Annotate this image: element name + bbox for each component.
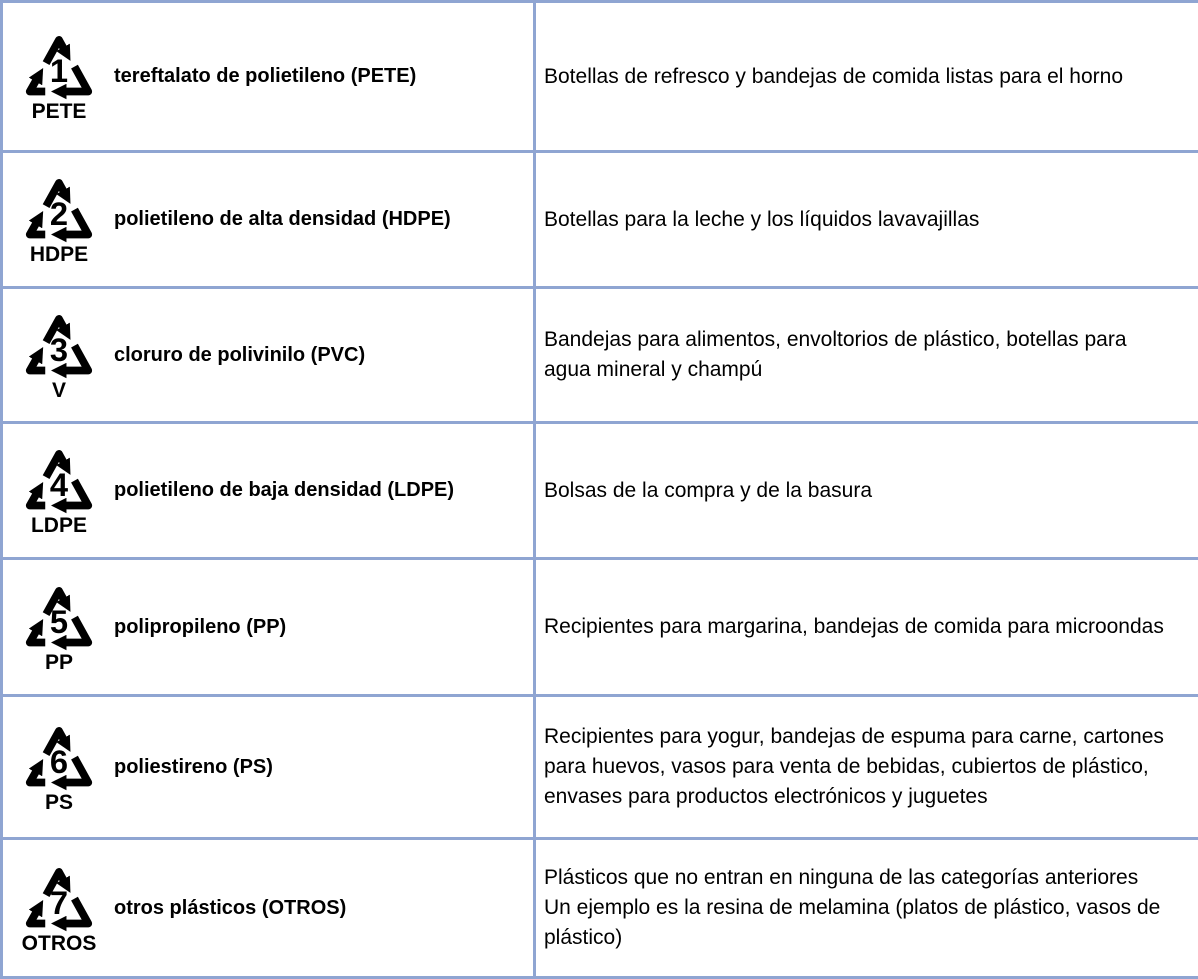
plastic-name: polietileno de baja densidad (LDPE) (114, 478, 454, 503)
plastic-uses-text: Bolsas de la compra y de la basura (536, 468, 1198, 514)
plastic-type-wrap (3, 861, 533, 955)
plastic-type-cell (2, 423, 535, 559)
recycling-symbol (13, 580, 105, 674)
resin-code-number: 5 (50, 603, 68, 640)
recycling-arrows-icon (16, 443, 102, 513)
plastic-type-cell (2, 152, 535, 288)
plastic-type-wrap (3, 720, 533, 814)
resin-code-number: 4 (50, 467, 68, 504)
resin-code-label: LDPE (31, 514, 87, 537)
resin-code-number: 2 (50, 196, 68, 233)
plastic-type-wrap (3, 308, 533, 402)
plastic-uses-cell (535, 2, 1198, 152)
plastic-name: otros plásticos (OTROS) (114, 896, 346, 921)
plastic-uses-text: Botellas de refresco y bandejas de comida listas para el horno (536, 54, 1198, 100)
table-row (2, 152, 1198, 288)
table-row (2, 839, 1198, 978)
resin-code-number: 3 (50, 331, 68, 368)
plastic-uses-text: Botellas para la leche y los líquidos lavavajillas (536, 197, 1198, 243)
plastic-uses-text: Recipientes para yogur, bandejas de espuma para carne, cartones para huevos, vasos para venta de bebidas, cubiertos de plástico, envases para productos electrónicos y juguetes (536, 714, 1198, 820)
plastic-uses-cell (535, 152, 1198, 288)
plastic-type-wrap (3, 580, 533, 674)
recycling-arrows-icon (16, 720, 102, 790)
plastic-uses-cell (535, 839, 1198, 978)
recycling-symbol (13, 172, 105, 266)
plastic-type-cell (2, 559, 535, 696)
resin-code-label: OTROS (22, 932, 97, 955)
plastic-name: cloruro de polivinilo (PVC) (114, 343, 365, 368)
plastic-type-cell (2, 288, 535, 423)
recycling-symbol (13, 720, 105, 814)
plastic-type-cell (2, 839, 535, 978)
resin-code-label: PETE (32, 100, 87, 123)
recycling-arrows-icon (16, 861, 102, 931)
recycling-arrows-icon (16, 580, 102, 650)
resin-code-label: PP (45, 651, 73, 674)
plastic-name: poliestireno (PS) (114, 755, 273, 780)
table-row (2, 559, 1198, 696)
plastic-type-wrap (3, 443, 533, 537)
plastic-type-wrap (3, 29, 533, 123)
table-row (2, 288, 1198, 423)
recycling-symbol (13, 29, 105, 123)
resin-code-label: PS (45, 791, 73, 814)
resin-code-label: V (52, 379, 66, 402)
plastic-uses-cell (535, 696, 1198, 839)
plastic-uses-text: Recipientes para margarina, bandejas de comida para microondas (536, 604, 1198, 650)
resin-code-number: 6 (50, 743, 68, 780)
resin-code-number: 1 (50, 53, 68, 90)
recycling-symbol (13, 308, 105, 402)
plastic-type-cell (2, 2, 535, 152)
plastic-uses-text: Bandejas para alimentos, envoltorios de plástico, botellas para agua mineral y champú (536, 317, 1198, 393)
plastic-name: polietileno de alta densidad (HDPE) (114, 207, 451, 232)
recycling-symbol (13, 443, 105, 537)
resin-code-label: HDPE (30, 243, 88, 266)
recycling-arrows-icon (16, 29, 102, 99)
recycling-symbol (13, 861, 105, 955)
plastic-name: polipropileno (PP) (114, 615, 286, 640)
table-row (2, 696, 1198, 839)
recycling-arrows-icon (16, 308, 102, 378)
plastic-uses-cell (535, 423, 1198, 559)
plastic-uses-cell (535, 559, 1198, 696)
resin-code-number: 7 (50, 884, 68, 921)
plastic-uses-cell (535, 288, 1198, 423)
table-row (2, 423, 1198, 559)
plastic-type-wrap (3, 172, 533, 266)
table-row (2, 2, 1198, 152)
plastic-name: tereftalato de polietileno (PETE) (114, 64, 416, 89)
plastic-type-cell (2, 696, 535, 839)
recycling-arrows-icon (16, 172, 102, 242)
plastic-uses-text: Plásticos que no entran en ninguna de las categorías anteriores Un ejemplo es la resina de melamina (platos de plástico, vasos de plástico) (536, 855, 1198, 961)
